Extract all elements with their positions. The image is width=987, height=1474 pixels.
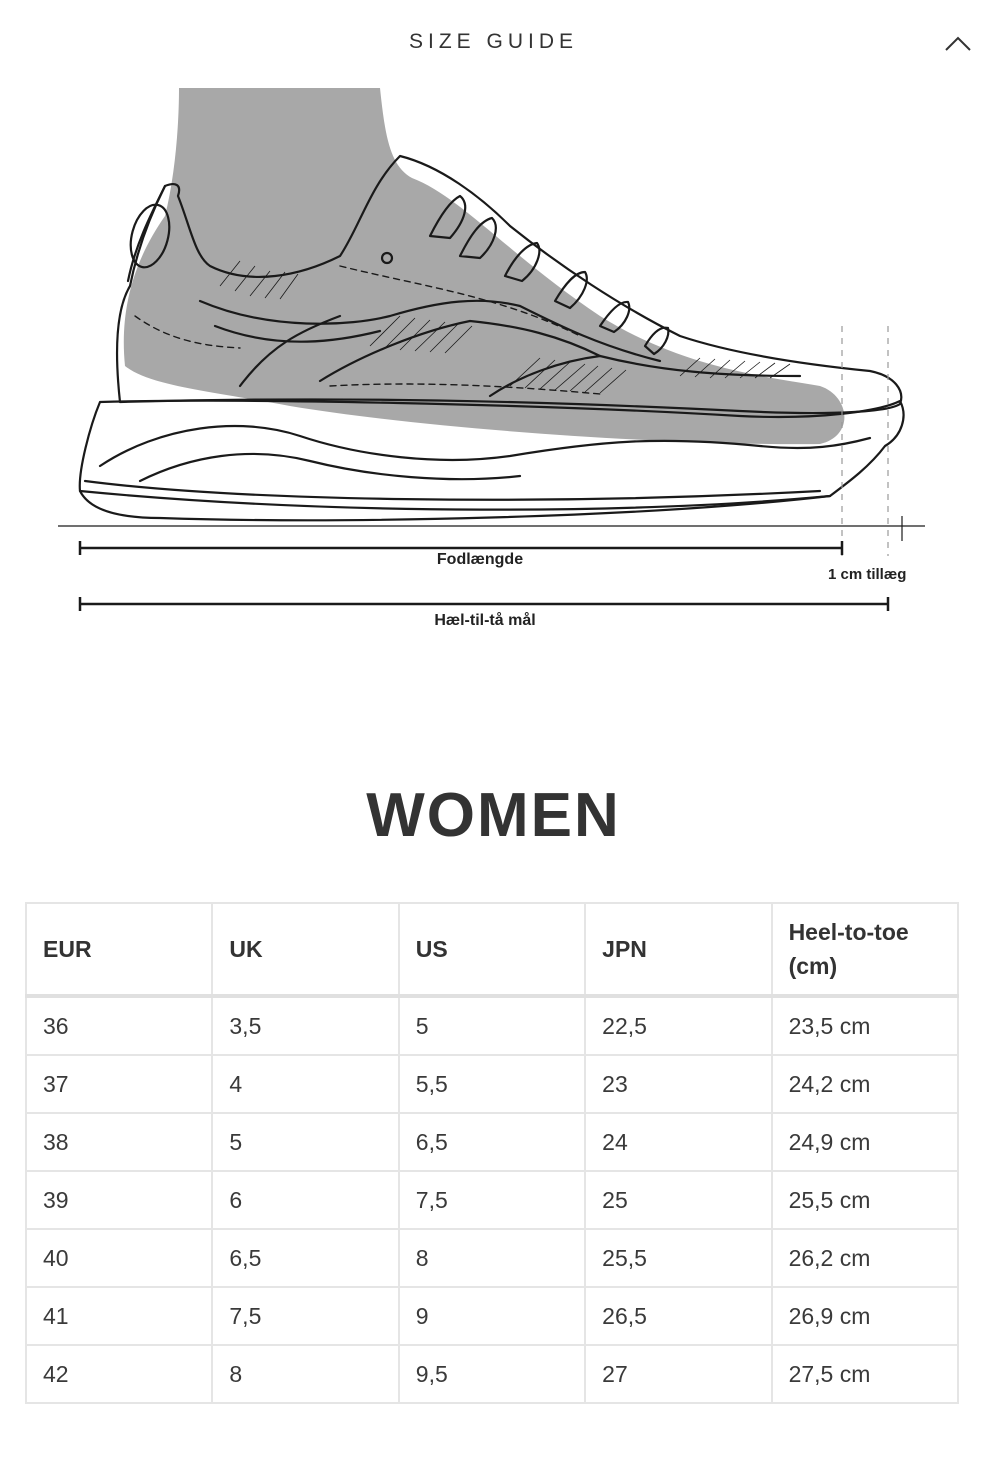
chevron-up-icon	[938, 30, 978, 58]
cell-jpn: 27	[585, 1345, 771, 1403]
cell-heel-to-toe: 26,2 cm	[772, 1229, 958, 1287]
cell-heel-to-toe: 25,5 cm	[772, 1171, 958, 1229]
cell-uk: 4	[212, 1055, 398, 1113]
table-row	[26, 1171, 958, 1229]
cell-eur: 38	[26, 1113, 212, 1171]
cell-eur: 41	[26, 1287, 212, 1345]
cell-uk: 3,5	[212, 996, 398, 1055]
cell-jpn: 24	[585, 1113, 771, 1171]
cell-heel-to-toe: 27,5 cm	[772, 1345, 958, 1403]
cell-uk: 6	[212, 1171, 398, 1229]
allowance-label: 1 cm tillæg	[828, 566, 907, 583]
cell-heel-to-toe: 24,2 cm	[772, 1055, 958, 1113]
header-eur: EUR	[26, 903, 212, 996]
cell-us: 5	[399, 996, 585, 1055]
cell-jpn: 22,5	[585, 996, 771, 1055]
cell-eur: 40	[26, 1229, 212, 1287]
cell-us: 6,5	[399, 1113, 585, 1171]
heel-to-toe-label: Hæl-til-tå mål	[434, 612, 536, 629]
cell-us: 9	[399, 1287, 585, 1345]
collapse-button[interactable]	[938, 30, 978, 58]
table-row	[26, 996, 958, 1055]
size-guide-title: SIZE GUIDE	[408, 30, 579, 53]
cell-us: 8	[399, 1229, 585, 1287]
foot-length-label: Fodlængde	[436, 551, 524, 568]
table-row	[26, 1113, 958, 1171]
table-row	[26, 1229, 958, 1287]
cell-eur: 39	[26, 1171, 212, 1229]
cell-eur: 36	[26, 996, 212, 1055]
size-guide-header	[0, 0, 987, 88]
cell-us: 5,5	[399, 1055, 585, 1113]
cell-heel-to-toe: 23,5 cm	[772, 996, 958, 1055]
section-title-women: WOMEN	[366, 781, 621, 850]
cell-uk: 6,5	[212, 1229, 398, 1287]
cell-uk: 8	[212, 1345, 398, 1403]
cell-uk: 7,5	[212, 1287, 398, 1345]
cell-jpn: 23	[585, 1055, 771, 1113]
cell-jpn: 26,5	[585, 1287, 771, 1345]
header-uk: UK	[212, 903, 398, 996]
cell-heel-to-toe: 26,9 cm	[772, 1287, 958, 1345]
cell-uk: 5	[212, 1113, 398, 1171]
table-row	[26, 1055, 958, 1113]
cell-eur: 42	[26, 1345, 212, 1403]
cell-jpn: 25,5	[585, 1229, 771, 1287]
cell-jpn: 25	[585, 1171, 771, 1229]
cell-us: 9,5	[399, 1345, 585, 1403]
table-row	[26, 1287, 958, 1345]
cell-eur: 37	[26, 1055, 212, 1113]
table-header-row	[26, 903, 958, 996]
cell-us: 7,5	[399, 1171, 585, 1229]
table-row	[26, 1345, 958, 1403]
header-heel-to-toe: Heel-to-toe (cm)	[772, 903, 958, 996]
size-table	[25, 902, 959, 1404]
cell-heel-to-toe: 24,9 cm	[772, 1113, 958, 1171]
header-us: US	[399, 903, 585, 996]
header-jpn: JPN	[585, 903, 771, 996]
foot-silhouette	[124, 88, 845, 444]
